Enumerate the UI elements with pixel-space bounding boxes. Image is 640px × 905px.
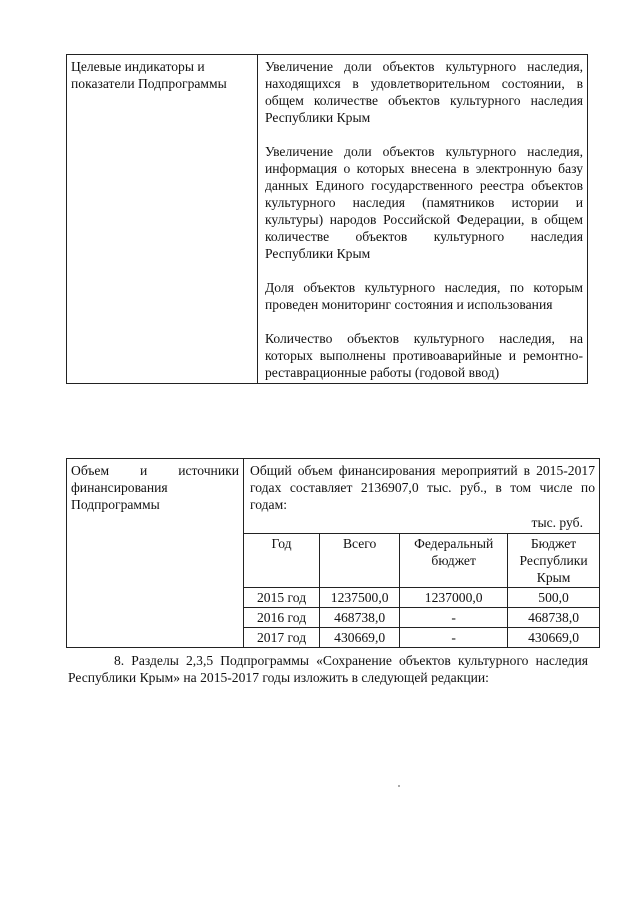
header-crimea: Бюджет Республики Крым bbox=[508, 534, 599, 588]
indicator-item: Доля объектов культурного наследия, по которым проведен мониторинг состояния и использования bbox=[265, 280, 583, 312]
table-row bbox=[244, 608, 599, 628]
indicators-label-cell bbox=[67, 55, 258, 384]
indicators-table bbox=[66, 54, 588, 384]
cell-crimea: 468738,0 bbox=[508, 608, 599, 628]
cell-year: 2015 год bbox=[244, 588, 320, 608]
cell-federal: - bbox=[400, 608, 508, 628]
cell-total: 468738,0 bbox=[320, 608, 400, 628]
cell-crimea: 430669,0 bbox=[508, 628, 599, 648]
table-row bbox=[244, 588, 599, 608]
cell-year: 2016 год bbox=[244, 608, 320, 628]
cell-federal: - bbox=[400, 628, 508, 648]
scan-speck bbox=[398, 785, 400, 787]
financing-by-year-table bbox=[244, 533, 599, 647]
table-header-row bbox=[244, 534, 599, 588]
indicators-content-cell bbox=[258, 55, 588, 384]
cell-total: 1237500,0 bbox=[320, 588, 400, 608]
table-row bbox=[244, 628, 599, 648]
paragraph-8: 8. Разделы 2,3,5 Подпрограммы «Сохранение объектов культурного наследия Республики Крым» на 2015-2017 годы изложить в следующей редакции: bbox=[68, 653, 588, 685]
indicator-item: Увеличение доли объектов культурного наследия, находящихся в удовлетворительном состоянии, в общем количестве объектов культурного наследия Республики Крым bbox=[265, 59, 583, 125]
header-total: Всего bbox=[320, 534, 400, 588]
header-year: Год bbox=[244, 534, 320, 588]
financing-label: Объем и источники финансирования Подпрограммы bbox=[71, 463, 239, 512]
financing-table bbox=[66, 458, 600, 648]
header-federal: Федеральный бюджет bbox=[400, 534, 508, 588]
financing-label-cell bbox=[67, 459, 244, 648]
cell-federal: 1237000,0 bbox=[400, 588, 508, 608]
indicators-label: Целевые индикаторы и показатели Подпрограммы bbox=[71, 59, 227, 91]
indicator-item: Количество объектов культурного наследия, на которых выполнены противоаварийные и ремонтно-реставрационные работы (годовой ввод) bbox=[265, 331, 583, 380]
financing-content-cell bbox=[244, 459, 600, 648]
financing-unit: тыс. руб. bbox=[531, 515, 583, 530]
cell-crimea: 500,0 bbox=[508, 588, 599, 608]
financing-summary: Общий объем финансирования мероприятий в 2015-2017 годах составляет 2136907,0 тыс. руб., в том числе по годам: bbox=[250, 463, 595, 512]
cell-year: 2017 год bbox=[244, 628, 320, 648]
cell-total: 430669,0 bbox=[320, 628, 400, 648]
indicator-item: Увеличение доли объектов культурного наследия, информация о которых внесена в электронную базу данных Единого государственного реестра объектов культурного наследия (памятников истории и культуры) народов Российской Федерации, в общем количестве объектов культурного наследия Республики Крым bbox=[265, 144, 583, 261]
